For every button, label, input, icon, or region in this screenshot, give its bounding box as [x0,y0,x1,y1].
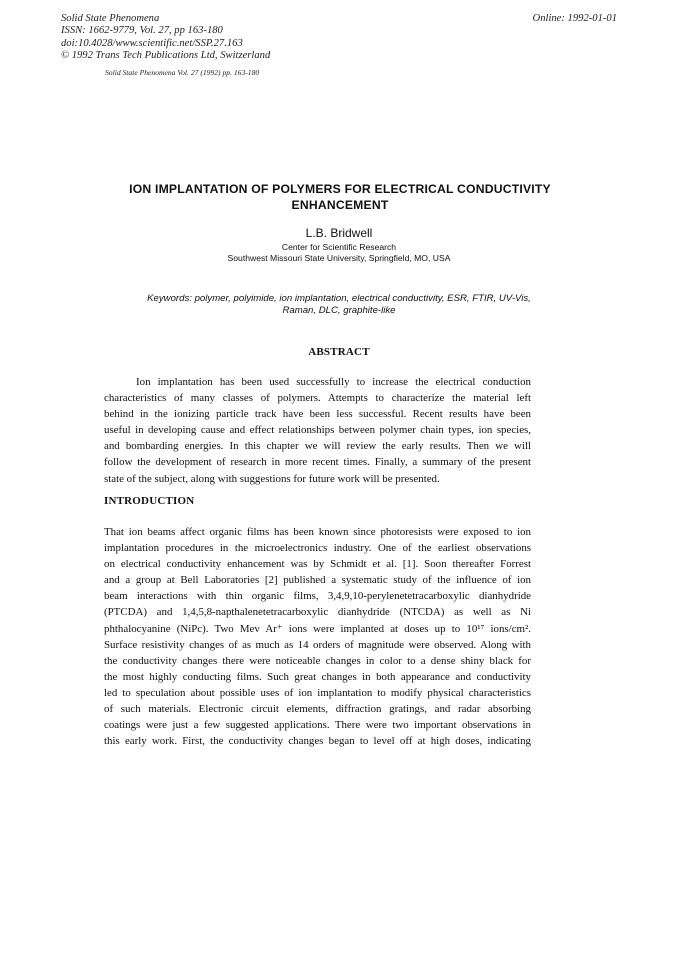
affiliation-line-2: Southwest Missouri State University, Springfield, MO, USA [227,253,451,263]
online-date: Online: 1992-01-01 [532,13,617,24]
abstract-line: useful in developing cause and effect relationships between polymer chain types, ion species, [104,424,531,437]
intro-line: That ion beams affect organic films has been known since photoresists were exposed to ion [104,526,531,538]
abstract-line: state of the subject, along with suggestions for future work will be presented. [104,472,440,485]
introduction-body [104,524,531,749]
intro-line: on electrical conductivity enhancement was by Schmidt et al. [1]. Soon thereafter Forrest [104,558,531,571]
intro-line: beam interactions with thin organic films, 3,4,9,10-perylenetetracarboxylic dianhydride [104,590,531,603]
intro-line: (PTCDA) and 1,4,5,8-napthalenetetracarboxylic dianhydride (NTCDA) as well as Ni [104,606,531,619]
citation-doi: doi:10.4028/www.scientific.net/SSP.27.163 [61,37,243,49]
title-line-2: ENHANCEMENT [291,198,389,212]
intro-line: and a group at Bell Laboratories [2] published a systematic study of the influence of ion [104,574,531,587]
abstract-heading: ABSTRACT [308,346,370,358]
abstract-line: characteristics of many classes of polymers. Attempts to characterize the material left [104,392,531,405]
abstract-line: Ion implantation has been used successfully to increase the electrical conduction [136,376,531,388]
intro-line: led to speculation about possible uses of ion implantation to modify physical characteristics [104,686,531,699]
citation-journal: Solid State Phenomena [61,13,160,24]
intro-line: this early work. First, the conductivity changes began to level off at high doses, indicating [104,735,531,748]
author: L.B. Bridwell [305,226,373,240]
intro-line: Surface resistivity changes of as much as 14 orders of magnitude were observed. Along with [104,638,531,651]
abstract-line: behind in the ionizing particle track have been less successful. Recent results have been [104,408,531,421]
keywords-line-1: Keywords: polymer, polyimide, ion implantation, electrical conductivity, ESR, FTIR, UV-Vis, [147,293,531,304]
abstract-line: follow the development of research in more recent times. Finally, a summary of the present [104,456,531,469]
title-line-1: ION IMPLANTATION OF POLYMERS FOR ELECTRICAL CONDUCTIVITY [129,182,551,196]
keywords [100,293,578,317]
intro-line: the most highly conducting films. Such great changes in both appearance and conductivity [104,670,531,683]
intro-line: coatings were just a few suggested applications. There were two important observations in [104,719,531,732]
citation-header [61,13,270,63]
journal-line: Solid State Phenomena Vol. 27 (1992) pp. 163-180 [105,68,260,77]
intro-line: of such materials. Electronic circuit elements, diffraction gratings, and radar absorbing [104,703,531,716]
intro-line: phthalocyanine (NiPc). Two Mev Ar⁺ ions were implanted at doses up to 10¹⁷ ions/cm². [104,622,531,635]
abstract-body [104,374,531,487]
affiliation [0,242,678,264]
citation-issn: ISSN: 1662-9779, Vol. 27, pp 163-180 [61,25,223,37]
introduction-heading: INTRODUCTION [104,495,195,507]
intro-line: implantation procedures in the microelectronics industry. One of the earliest observations [104,542,531,555]
citation-copyright: © 1992 Trans Tech Publications Ltd, Switzerland [61,50,271,62]
keywords-line-2: Raman, DLC, graphite-like [282,305,396,316]
paper-title [90,181,590,213]
intro-line: the conductivity changes there were noticeable changes in color to a dense shiny black for [104,654,531,667]
affiliation-line-1: Center for Scientific Research [281,242,397,252]
abstract-line: and bombarding energies. In this chapter we will review the early results. Then we will [104,440,531,453]
